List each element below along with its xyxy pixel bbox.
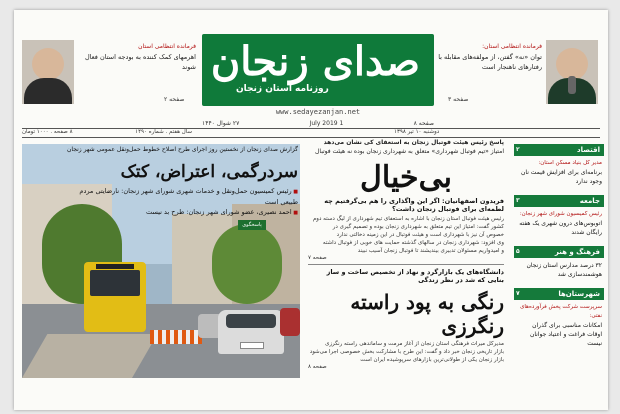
body-line: کشور گفت: امتیاز این تیم متعلق به شهرداری زنجان بوده و تصمیم گیری در [332,224,504,230]
issue-number: سال هفتم . شماره ۱۴۹۰ [135,129,192,135]
header-left-page: صفحه ۲ [164,96,185,103]
section-title: شهرستان‌ها [558,290,600,298]
bus-sign [96,264,134,269]
date-hijri: ۲۷ شوال ۱۴۴۰ [202,120,240,127]
right-story-kicker: رئیس کمیسیون شورای شهر زنجان: [519,211,602,217]
lead-kicker: پاسخ رئیس هیئت فوتبال زنجان به استعفای کی نشان می‌دهد [323,139,504,146]
header-left-story[interactable] [76,42,196,72]
license-plate [240,342,264,349]
section-header-culture[interactable] [514,246,604,258]
website-url[interactable]: www.sedayezanjan.net [275,108,361,116]
photo-subpoints [62,186,298,218]
right-story-text: امکانات مناسبی برای گذران اوقات فراغت و اعتیاد جوانان نیست [529,322,602,347]
traffic-barriers [150,330,202,344]
section-page: ۵ [516,248,520,255]
header-right-story[interactable] [422,42,542,72]
sub-headline: فریدون اصفهانیان: اگر این واگذاری را هم بی‌گرفتیم چه لطمه‌ای برای فوتبال زنجان داشت؟ [324,197,504,213]
tree [212,224,282,304]
portrait-photo-right [546,40,598,104]
body-line: بازار زنجان یکی از طولانی‌ترین بازارهای سرپوشیده ایران است [360,357,504,363]
right-story-text: ۳۲ درصد مدارس استان زنجان هوشمندسازی شد [526,262,602,278]
right-story[interactable] [514,258,604,282]
right-story-text: برنامه‌ای برای افزایش قیمت نان وجود ندارد [520,169,602,185]
right-story-kicker: سرپرست شرکت پخش فرآورده‌های نفتی: [520,304,602,319]
body-line: خصوص آن نیز با شهرداری است و هیئت فوتبال در این زمینه دخالتی ندارد [336,232,504,238]
main-headline[interactable]: بی‌خیال [360,160,452,195]
header-right-page: صفحه ۳ [448,96,469,103]
second-headline[interactable]: رنگی به پود راسته رنگرزی [350,290,504,338]
lead-text: امتیاز «تیم فوتبال شهرداری» متعلق به شهرداری زنجان بوده نه هیئت فوتبال [315,148,504,155]
newspaper-front-page [14,10,608,410]
section-header-society[interactable] [514,195,604,207]
header-right-kicker: فرمانده انتظامی استان: [482,43,542,50]
subpoint: ■ رئیس کمیسیون حمل‌ونقل و خدمات شهری شورای شهر زنجان: نارضایتی مردم طبیعی است [62,186,298,207]
header-right-text: توان «نه» گفتن، از مولفه‌های مقابله با رفتارهای ناهنجار است [438,53,542,71]
body-line: و امیدواریم مسئولان تدبیری بیندیشند تا فوتبال زنجان آسیب نبیند [357,248,504,254]
subpoint: ■ احمد نصیری، عضو شورای شهر زنجان: طرح بد نیست [62,207,298,218]
section-header-cities[interactable] [514,288,604,300]
section-page: ۳ [516,197,520,204]
page-count: صفحه ۸ [413,120,434,127]
microphone-icon [568,76,576,94]
right-story[interactable] [514,156,604,189]
section-title: جامعه [579,197,600,205]
right-story-kicker: مدیر کل بنیاد مسکن استان: [538,160,602,166]
right-story-text: اتوبوس‌های درون شهری یک هفته رایگان شدند [519,220,602,236]
issue-price: ۸ صفحه . ۱۰۰۰ تومان [22,129,73,135]
body-line: رئیس هیئت فوتبال استان زنجان با اشاره به استعفای تیم شهرداری از لیگ دسته دوم [312,216,504,222]
yellow-bus [84,262,146,332]
section-page: ۲ [516,146,520,153]
bus-window [90,270,140,296]
header-left-text: اهرمهای کمک کننده به بودجه استان فعال شوند [84,53,196,71]
white-car [218,310,284,354]
page-reference: صفحه ۸ [308,364,327,370]
body-line: مدیرکل میراث فرهنگی استان زنجان از آغاز مرمت و ساماندهی راسته رنگرزی [325,341,504,347]
shop-sign: پاسخگوی [238,220,266,230]
date-fa: دوشنبه ۱۰ تیر ۱۳۹۸ [394,129,440,135]
masthead-logo [202,34,434,106]
photo-headline[interactable]: سردرگمی، اعتراض، کتک [120,162,298,182]
article-body [308,215,504,255]
street-photo[interactable] [22,144,300,378]
section-title: اقتصاد [577,146,600,154]
car [280,308,300,336]
second-article-body [308,340,504,364]
page-reference: صفحه ۷ [308,255,327,261]
body-line: وی افزود: شهرداری زنجان در سالهای گذشته حمایت های خوبی از فوتبال داشته [322,240,504,246]
photo-caption: گزارش صدای زنجان از نخستین روز اجرای طرح اصلاح خطوط حمل‌ونقل عمومی شهر زنجان [67,146,298,153]
newspaper-subtitle: روزنامه استان زنجان [236,84,329,94]
person-suit [24,78,72,104]
second-kicker: دانشگاه‌های یک بازارگرد و نهاد از تخصیص ساخت و ساز بنایی که شد در نظر زندگی [326,268,504,284]
divider [308,264,504,265]
header-left-kicker: فرمانده انتظامی استان [138,43,196,50]
newspaper-title: صدای زنجان [210,38,420,85]
section-title: فرهنگ و هنر [554,248,600,256]
portrait-photo-left [22,40,74,104]
car-window [226,314,276,328]
person-head [32,48,64,80]
center-column [308,138,504,410]
body-line: بازار تاریخی زنجان خبر داد و گفت: این طرح با مشارکت بخش خصوصی اجرا می‌شود [309,349,504,355]
lead-story[interactable] [308,138,504,156]
issue-info [22,129,192,135]
section-page: ۷ [516,290,520,297]
right-story[interactable] [514,207,604,240]
date-en: 1 July 2019 [309,120,344,127]
section-header-economy[interactable] [514,144,604,156]
right-story[interactable] [514,300,604,351]
right-column [514,138,604,410]
